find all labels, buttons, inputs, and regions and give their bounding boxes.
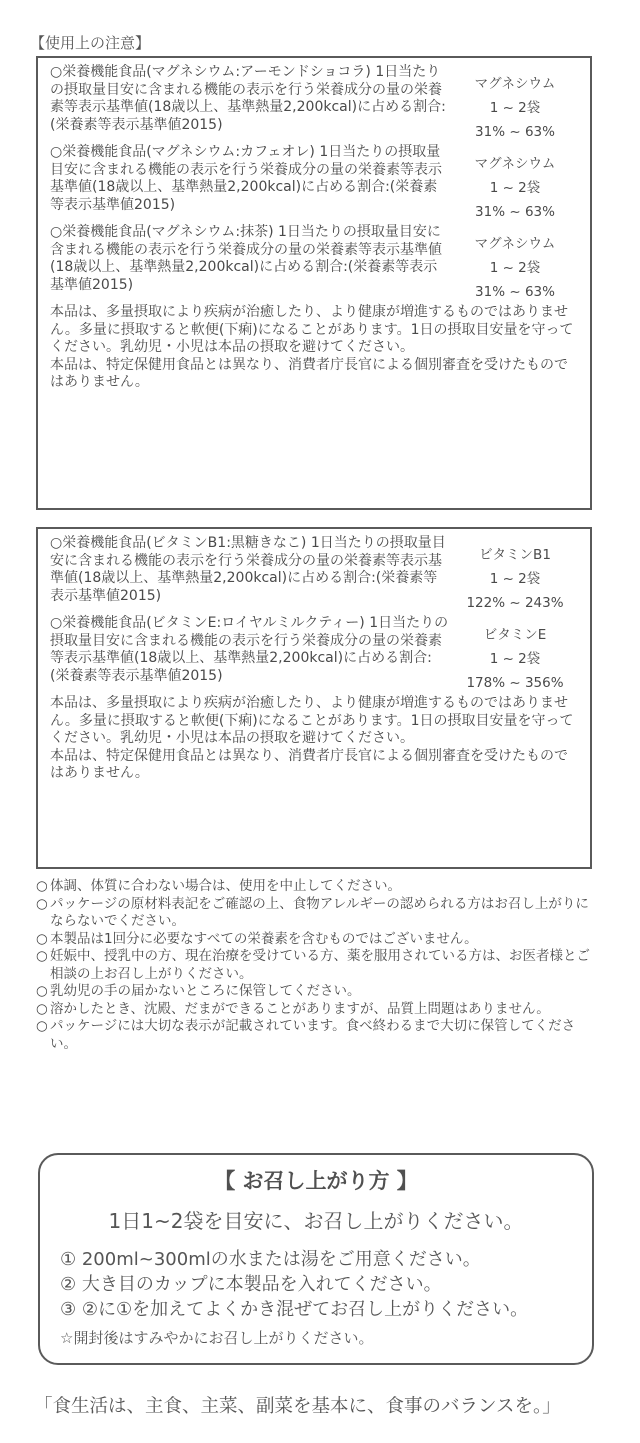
how-to-subtitle: 1日1~2袋を目安に、お召し上がりください。 bbox=[108, 1209, 524, 1233]
entry-magnesium-chocolat bbox=[50, 64, 578, 144]
step-1: ① 200ml~300mlの水または湯をご用意ください。 bbox=[60, 1249, 481, 1270]
nutrient-name: マグネシウム bbox=[474, 236, 556, 252]
caution-text: 妊娠中、授乳中の方、現在治療を受けている方、薬を服用されている方は、お医者様とご相談の上お召し上がりください。 bbox=[50, 948, 590, 982]
intake-warning-note: 本品は、多量摂取により疾病が治癒したり、より健康が増進するものではありません。多量に摂取すると軟便(下痢)になることがあります。1日の摂取目安量を守ってください。乳幼児・小児は本品の摂取を避けてください。 bbox=[50, 695, 574, 746]
entry-values bbox=[452, 615, 578, 695]
caution-item bbox=[36, 896, 596, 931]
serving-amount: 1 ~ 2袋 bbox=[489, 651, 541, 667]
percent-range: 31% ~ 63% bbox=[475, 204, 555, 220]
entry-vitamin-b1 bbox=[50, 535, 578, 615]
nutrient-name: ビタミンB1 bbox=[479, 547, 551, 563]
serving-amount: 1 ~ 2袋 bbox=[489, 571, 541, 587]
how-to-note: ☆開封後はすみやかにお召し上がりください。 bbox=[60, 1329, 374, 1347]
entry-values bbox=[452, 224, 578, 304]
entry-text: ○栄養機能食品(マグネシウム:抹茶) 1日当たりの摂取量目安に含まれる機能の表示を行う栄養成分の量の栄養素等表示基準値(18歳以上、基準熱量2,200kcal)に占める割合:(栄養素等表示基準値2015) bbox=[50, 224, 442, 293]
caution-text: 乳幼児の手の届かないところに保管してください。 bbox=[50, 983, 361, 999]
entry-text: ○栄養機能食品(マグネシウム:カフェオレ) 1日当たりの摂取量目安に含まれる機能の表示を行う栄養成分の量の栄養素等表示基準値(18歳以上、基準熱量2,200kcal)に占める割合:(栄養素等表示基準値2015) bbox=[50, 144, 442, 213]
step-2: ② 大き目のカップに本製品を入れてください。 bbox=[60, 1274, 442, 1295]
bullet-circle: ○ bbox=[36, 1018, 48, 1034]
entry-text: ○栄養機能食品(ビタミンB1:黒糖きなこ) 1日当たりの摂取量目安に含まれる機能の表示を行う栄養成分の量の栄養素等表示基準値(18歳以上、基準熱量2,200kcal)に占める割合:(栄養素等表示基準値2015) bbox=[50, 535, 446, 604]
foshu-disclaimer-note: 本品は、特定保健用食品とは異なり、消費者庁長官による個別審査を受けたものではありません。 bbox=[50, 747, 568, 781]
percent-range: 122% ~ 243% bbox=[466, 595, 564, 611]
intake-warning-note: 本品は、多量摂取により疾病が治癒したり、より健康が増進するものではありません。多量に摂取すると軟便(下痢)になることがあります。1日の摂取目安量を守ってください。乳幼児・小児は本品の摂取を避けてください。 bbox=[50, 304, 574, 355]
bullet-circle: ○ bbox=[36, 983, 48, 999]
bullet-circle: ○ bbox=[36, 895, 48, 912]
caution-item bbox=[36, 931, 596, 949]
caution-item bbox=[36, 1018, 596, 1053]
bullet-circle: ○ bbox=[36, 948, 48, 964]
entry-values bbox=[452, 64, 578, 144]
nutrition-function-box-vitamins bbox=[36, 527, 592, 869]
entry-text: ○栄養機能食品(マグネシウム:アーモンドショコラ) 1日当たりの摂取量目安に含まれる機能の表示を行う栄養成分の量の栄養素等表示基準値(18歳以上、基準熱量2,200kcal)に占める割合:(栄養素等表示基準値2015) bbox=[50, 64, 446, 133]
nutrition-function-box-magnesium bbox=[36, 56, 592, 510]
caution-item bbox=[36, 983, 596, 1001]
caution-item bbox=[36, 878, 596, 896]
section-title: 【使用上の注意】 bbox=[30, 34, 151, 52]
how-to-title: 【 お召し上がり方 】 bbox=[214, 1169, 418, 1193]
entry-values bbox=[452, 144, 578, 224]
caution-text: 溶かしたとき、沈殿、だまができることがありますが、品質上問題はありません。 bbox=[50, 1000, 550, 1017]
entry-magnesium-matcha bbox=[50, 224, 578, 304]
serving-amount: 1 ~ 2袋 bbox=[489, 260, 541, 276]
serving-amount: 1 ~ 2袋 bbox=[489, 100, 541, 116]
entry-vitamin-e bbox=[50, 615, 578, 695]
caution-text: 体調、体質に合わない場合は、使用を中止してください。 bbox=[50, 878, 401, 894]
step-3: ③ ②に①を加えてよくかき混ぜてお召し上がりください。 bbox=[60, 1299, 529, 1320]
foshu-disclaimer-note: 本品は、特定保健用食品とは異なり、消費者庁長官による個別審査を受けたものではありません。 bbox=[50, 356, 568, 390]
caution-list bbox=[36, 878, 596, 1053]
nutrient-name: ビタミンE bbox=[483, 627, 547, 643]
entry-text: ○栄養機能食品(ビタミンE:ロイヤルミルクティー) 1日当たりの摂取量目安に含まれる機能の表示を行う栄養成分の量の栄養素等表示基準値(18歳以上、基準熱量2,200kcal)に占める割合:(栄養素等表示基準値2015) bbox=[50, 615, 449, 684]
nutrient-name: マグネシウム bbox=[474, 76, 556, 92]
percent-range: 31% ~ 63% bbox=[475, 284, 555, 300]
bullet-circle: ○ bbox=[36, 1000, 48, 1017]
how-to-steps bbox=[60, 1247, 528, 1322]
diet-slogan: 「食生活は、主食、主菜、副菜を基本に、食事のバランスを。」 bbox=[34, 1396, 561, 1417]
entry-values bbox=[452, 535, 578, 615]
caution-text: パッケージの原材料表記をご確認の上、食物アレルギーの認められる方はお召し上がりにならないでください。 bbox=[50, 895, 589, 929]
percent-range: 178% ~ 356% bbox=[466, 675, 564, 691]
serving-amount: 1 ~ 2袋 bbox=[489, 180, 541, 196]
caution-text: 本製品は1回分に必要なすべての栄養素を含むものではございません。 bbox=[50, 930, 478, 947]
how-to-consume-box bbox=[38, 1153, 594, 1365]
bullet-circle: ○ bbox=[36, 878, 48, 894]
bullet-circle: ○ bbox=[36, 930, 48, 947]
caution-item bbox=[36, 948, 596, 983]
caution-text: パッケージには大切な表示が記載されています。食べ終わるまで大切に保管してください。 bbox=[50, 1018, 576, 1052]
caution-item bbox=[36, 1001, 596, 1019]
nutrient-name: マグネシウム bbox=[474, 156, 556, 172]
entry-magnesium-cafe-au-lait bbox=[50, 144, 578, 224]
percent-range: 31% ~ 63% bbox=[475, 124, 555, 140]
